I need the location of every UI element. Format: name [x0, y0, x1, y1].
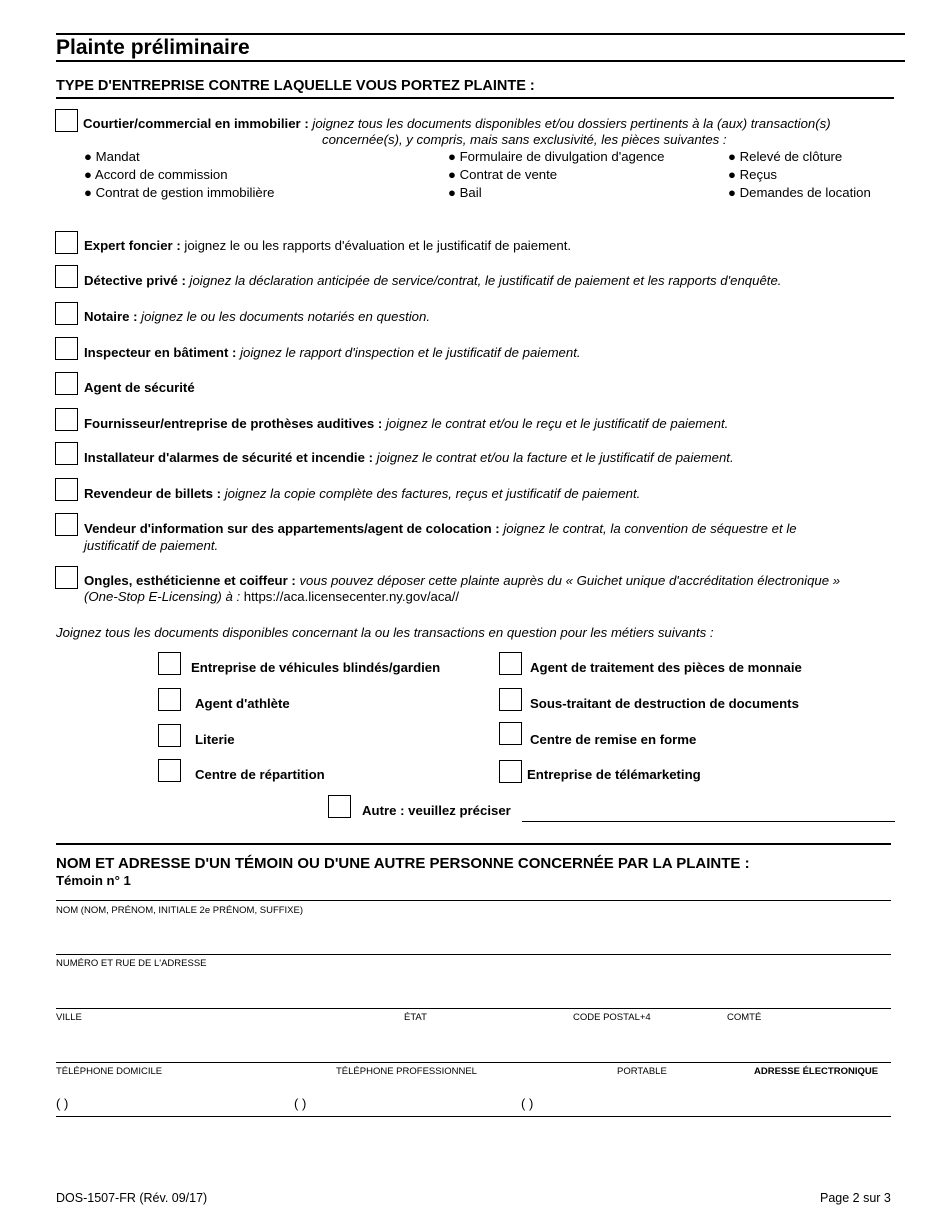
appartements-desc-cont: justificatif de paiement. — [84, 538, 219, 553]
trade-literie: Literie — [195, 732, 235, 747]
protheses-label: Fournisseur/entreprise de prothèses auditives : — [84, 416, 386, 431]
item-ongles-cont — [84, 588, 459, 605]
city-input[interactable] — [56, 1025, 396, 1059]
checkbox-agent-securite[interactable] — [55, 372, 78, 395]
bullet-bail: ● Bail — [448, 185, 482, 200]
zip-field-label: CODE POSTAL+4 — [573, 1012, 651, 1023]
checkbox-detective[interactable] — [55, 265, 78, 288]
phone-field-rule — [56, 1062, 891, 1063]
notaire-label: Notaire : — [84, 309, 142, 324]
trade-pieces-monnaie: Agent de traitement des pièces de monnaie — [530, 660, 802, 675]
work-phone-label: TÉLÉPHONE PROFESSIONNEL — [336, 1066, 477, 1077]
zip-input[interactable] — [573, 1025, 723, 1059]
inspecteur-label: Inspecteur en bâtiment : — [84, 345, 241, 360]
home-phone-input[interactable]: ( ) — [56, 1096, 69, 1111]
business-type-heading: TYPE D'ENTREPRISE CONTRE LAQUELLE VOUS PORTEZ PLAINTE : — [56, 78, 535, 94]
form-id: DOS-1507-FR (Rév. 09/17) — [56, 1191, 208, 1205]
realestate-desc-cont: concernée(s), y compris, mais sans exclusivité, les pièces suivantes : — [322, 132, 727, 147]
bullet-cloture: ● Relevé de clôture — [728, 149, 843, 164]
checkbox-inspecteur[interactable] — [55, 337, 78, 360]
checkbox-realestate[interactable] — [55, 109, 78, 132]
title-rule — [56, 60, 905, 62]
witness-heading: NOM ET ADRESSE D'UN TÉMOIN OU D'UNE AUTRE PERSONNE CONCERNÉE PAR LA PLAINTE : — [56, 855, 750, 872]
bullet-gestion: ● Contrat de gestion immobilière — [84, 185, 275, 200]
mobile-input[interactable]: ( ) — [521, 1096, 534, 1111]
checkbox-pieces-monnaie[interactable] — [499, 652, 522, 675]
trade-destruction-documents: Sous-traitant de destruction de documents — [530, 696, 799, 711]
ongles-label: Ongles, esthéticienne et coiffeur : — [84, 573, 300, 588]
item-ongles — [84, 572, 840, 589]
checkbox-telemarketing[interactable] — [499, 760, 522, 783]
protheses-desc: joignez le contrat et/ou le reçu et le justificatif de paiement. — [385, 416, 729, 431]
item-protheses — [84, 415, 728, 432]
agent-securite-label: Agent de sécurité — [84, 380, 195, 395]
bullet-mandat: ● Mandat — [84, 149, 140, 164]
alarmes-desc: joignez le contrat et/ou la facture et le justificatif de paiement. — [376, 450, 734, 465]
page-title: Plainte préliminaire — [56, 36, 250, 59]
item-agent-securite — [84, 379, 195, 396]
page-number: Page 2 sur 3 — [820, 1191, 891, 1205]
realestate-line1 — [83, 115, 831, 132]
item-alarmes — [84, 449, 734, 466]
other-specify-input[interactable] — [522, 803, 895, 822]
checkbox-billets[interactable] — [55, 478, 78, 501]
item-appartements-cont — [84, 537, 218, 554]
phone-bottom-rule — [56, 1116, 891, 1117]
realestate-desc: joignez tous les documents disponibles et/ou dossiers pertinents à la (aux) transaction(s) — [312, 116, 831, 131]
name-field-label: NOM (NOM, PRÉNOM, INITIALE 2e PRÉNOM, SUFFIXE) — [56, 905, 304, 916]
ongles-desc-cont: (One-Stop E-Licensing) à : — [84, 589, 244, 604]
item-expert-foncier — [84, 237, 571, 254]
trade-remise-en-forme: Centre de remise en forme — [530, 732, 697, 747]
checkbox-protheses[interactable] — [55, 408, 78, 431]
email-label: ADRESSE ÉLECTRONIQUE — [754, 1066, 879, 1077]
name-field-rule — [56, 900, 891, 901]
billets-label: Revendeur de billets : — [84, 486, 225, 501]
street-input[interactable] — [56, 971, 891, 1005]
ongles-desc: vous pouvez déposer cette plainte auprès du « Guichet unique d'accréditation électronique » — [299, 573, 841, 588]
state-input[interactable] — [404, 1025, 564, 1059]
appartements-desc: joignez le contrat, la convention de séquestre et le — [503, 521, 797, 536]
item-detective — [84, 272, 781, 289]
checkbox-literie[interactable] — [158, 724, 181, 747]
checkbox-vehicules-blindes[interactable] — [158, 652, 181, 675]
business-heading-rule — [56, 97, 894, 99]
billets-desc: joignez la copie complète des factures, reçus et justificatif de paiement. — [224, 486, 641, 501]
item-inspecteur — [84, 344, 581, 361]
appartements-label: Vendeur d'information sur des appartements/agent de colocation : — [84, 521, 504, 536]
state-field-label: ÉTAT — [404, 1012, 427, 1023]
trades-intro: Joignez tous les documents disponibles concernant la ou les transactions en question pour les métiers suivants : — [56, 625, 714, 640]
alarmes-label: Installateur d'alarmes de sécurité et incendie : — [84, 450, 377, 465]
trade-telemarketing: Entreprise de télémarketing — [527, 767, 701, 782]
checkbox-agent-athlete[interactable] — [158, 688, 181, 711]
street-field-rule — [56, 954, 891, 955]
city-field-label: VILLE — [56, 1012, 82, 1023]
bullet-location: ● Demandes de location — [728, 185, 871, 200]
mobile-label: PORTABLE — [617, 1066, 667, 1077]
bullet-vente: ● Contrat de vente — [448, 167, 558, 182]
witness-subheading: Témoin n° 1 — [56, 873, 131, 888]
expert-foncier-label: Expert foncier : — [84, 238, 185, 253]
home-phone-label: TÉLÉPHONE DOMICILE — [56, 1066, 163, 1077]
witness-top-rule — [56, 843, 891, 845]
checkbox-autre[interactable] — [328, 795, 351, 818]
checkbox-alarmes[interactable] — [55, 442, 78, 465]
expert-foncier-desc: joignez le ou les rapports d'évaluation et le justificatif de paiement. — [184, 238, 572, 253]
trade-repartition: Centre de répartition — [195, 767, 325, 782]
bullet-accord: ● Accord de commission — [84, 167, 228, 182]
trade-vehicules-blindes: Entreprise de véhicules blindés/gardien — [191, 660, 441, 675]
realestate-label: Courtier/commercial en immobilier : — [83, 116, 313, 131]
name-input[interactable] — [56, 918, 891, 952]
checkbox-notaire[interactable] — [55, 302, 78, 325]
county-input[interactable] — [727, 1025, 891, 1059]
notaire-desc: joignez le ou les documents notariés en question. — [141, 309, 430, 324]
bullet-divulgation: ● Formulaire de divulgation d'agence — [448, 149, 665, 164]
detective-desc: joignez la déclaration anticipée de service/contrat, le justificatif de paiement et les rapports d'enquête. — [189, 273, 782, 288]
checkbox-expert-foncier[interactable] — [55, 231, 78, 254]
item-billets — [84, 485, 640, 502]
top-rule — [56, 33, 905, 35]
checkbox-repartition[interactable] — [158, 759, 181, 782]
county-field-label: COMTÉ — [727, 1012, 762, 1023]
bullet-recus: ● Reçus — [728, 167, 778, 182]
item-notaire — [84, 308, 430, 325]
detective-label: Détective privé : — [84, 273, 190, 288]
street-field-label: NUMÉRO ET RUE DE L'ADRESSE — [56, 958, 207, 969]
checkbox-appartements[interactable] — [55, 513, 78, 536]
inspecteur-desc: joignez le rapport d'inspection et le justificatif de paiement. — [240, 345, 581, 360]
checkbox-remise-en-forme[interactable] — [499, 722, 522, 745]
work-phone-input[interactable]: ( ) — [294, 1096, 307, 1111]
realestate-line2 — [322, 131, 727, 148]
checkbox-ongles[interactable] — [55, 566, 78, 589]
licensing-url[interactable]: https://aca.licensecenter.ny.gov/aca// — [243, 589, 460, 604]
other-label: Autre : veuillez préciser — [362, 803, 511, 818]
city-field-rule — [56, 1008, 891, 1009]
checkbox-destruction-documents[interactable] — [499, 688, 522, 711]
email-input[interactable] — [730, 1090, 890, 1114]
trade-agent-athlete: Agent d'athlète — [195, 696, 290, 711]
item-appartements — [84, 520, 797, 537]
